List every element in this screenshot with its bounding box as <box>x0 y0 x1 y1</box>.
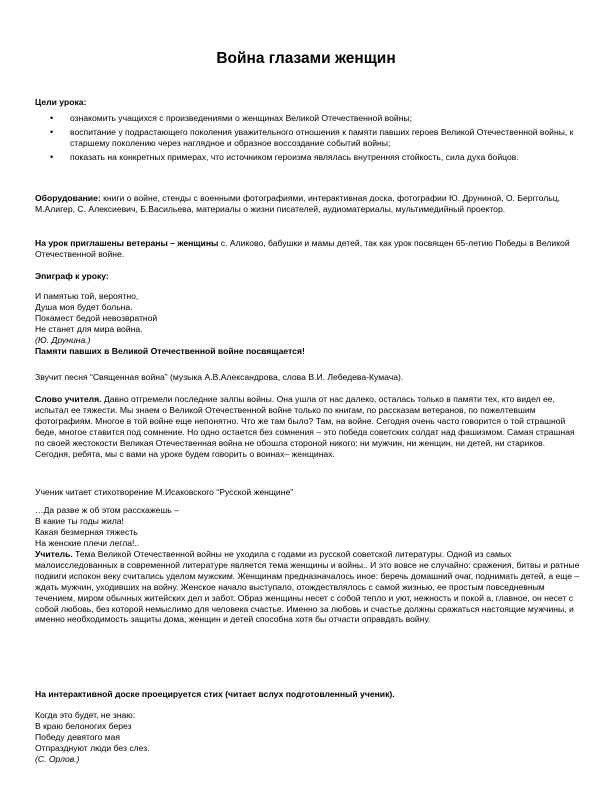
poem-orlov <box>35 710 580 765</box>
list-item: • воспитание у подрастающего поколения уважительного отношения к памяти павших героев Великой Отечественной войны, к старшему поколению через наглядное и образное воссоздание событий войны; <box>35 127 580 149</box>
teacher-text: Тема Великой Отечественной войны не уходила с годами из русской советской литературы. Одной из самых малоисследованных в современной литературе является тема женщины и войны.. И это вовсе не случайно: сражения, битвы и ратные подвиги испокон веку считались уделом мужским. Женщинам предназначалось иное: беречь домашний очаг, поднимать детей, а еще – ждать мужчин, уходивших на войну. Женское начало выступало, отождествлялось с самой жизнью, ее простым повседневным течением, миром обычных житейских дел и забот. Образ женщины несет с собой тепло и уют, нежность и покой а, главное, он несет с собой любовь, без которой немыслимо для человека счастье. Именно за любовь и счастье должны сражаться настоящие мужчины, и именно необходимость защиты дома, женщин и детей способна хотя бы отчасти оправдать войну. <box>35 549 580 625</box>
poem-line: В какие ты годы жила! <box>35 515 124 526</box>
epigraph-poem <box>35 291 580 356</box>
interactive-board-paragraph: На интерактивной доске проецируется стих (читает вслух подготовленный ученик). <box>35 689 395 699</box>
dedication: Памяти павших в Великой Отечественной войне посвящается! <box>35 345 305 356</box>
poem-line: Не станет для мира война. <box>35 323 143 334</box>
veterans-text: с. Аликово, бабушки и мамы детей, так как урок посвящен 65-летию Победы в Великой Отечественной войне. <box>35 238 570 259</box>
teacher-word-paragraph <box>35 394 580 459</box>
poem-line: В краю белоногих берез <box>35 720 132 731</box>
poem-author: (Ю. Друнина.) <box>35 334 91 345</box>
list-item: • показать на конкретных примерах, что источником героизма являлась внутренняя стойкость, сила духа бойцов. <box>35 152 580 163</box>
page-title: Война глазами женщин <box>216 50 396 67</box>
poem-line: На женские плечи легла!.. <box>35 537 140 548</box>
poem-line: …Да разве ж об этом расскажешь – <box>35 505 179 515</box>
goals-heading: Цели урока: <box>35 97 87 107</box>
student-paragraph: Ученик читает стихотворение М.Исаковского “Русской женщине” <box>35 487 294 497</box>
poem-line: Отпразднуют люди без слез. <box>35 742 150 753</box>
poem-author: (С. Орлов.) <box>35 753 80 764</box>
teacher-paragraph <box>35 549 580 625</box>
equipment-paragraph <box>35 193 580 215</box>
goals-list <box>35 113 580 163</box>
teacher-word-text: Давно отгремели последние залпы войны. Она ушла от нас далеко, осталась только в памяти тех, кто видел ее, испытал ее тяжести. Мы знаем о Великой Отечественной войне только по книгам, по рассказам ветеранов, по пожелтевшим фотографиям. Многое в той войне еще непонятно. Что же там было? Там, на войне. Сегодня очень часто говорится о той страшной беде, многое ставится под сомнение. Но одно остается без сомнения – это победа советских солдат над фашизмом. Самая страшная по своей жестокости Великая Отечественная война не обошла стороной никого: ни мужчин, ни женщин, ни детей, ни стариков. Сегодня, ребята, мы с вами на уроке будем говорить о воинах– женщинах. <box>35 394 575 459</box>
song-paragraph: Звучит песня “Священная война” (музыка А.В.Александрова, слова В.И. Лебедева-Кумача). <box>35 372 404 382</box>
poem-line: Душа моя будет больна. <box>35 301 133 312</box>
veterans-paragraph <box>35 238 580 260</box>
teacher-word-label: Слово учителя. <box>35 394 102 404</box>
epigraph-heading: Эпиграф к уроку: <box>35 271 109 281</box>
veterans-label: На урок приглашены ветераны – женщины <box>35 238 219 248</box>
poem-line: Когда это будет, не знаю: <box>35 710 136 720</box>
equipment-text: книги о войне, стенды с военными фотографиями, интерактивная доска, фотографии Ю. Друниной, О. Берггольц, М.Алигер, С. Алексиевич, Б.Васильева, материалы о жизни писателей, аудиоматериалы, мультимедийный проектор. <box>35 193 561 214</box>
poem-line: Победу девятого мая <box>35 731 121 742</box>
list-item: • ознакомить учащихся с произведениями о женщинах Великой Отечественной войны; <box>35 113 580 124</box>
poem-line: Какая безмерная тяжесть <box>35 526 138 537</box>
poem-line: И памятью той, вероятно, <box>35 291 139 301</box>
poem-line: Покамест бедой невозвратной <box>35 312 158 323</box>
teacher-label: Учитель. <box>35 549 73 559</box>
equipment-label: Оборудование: <box>35 193 101 203</box>
goals-section <box>35 97 580 163</box>
poem-russian-woman <box>35 505 580 549</box>
